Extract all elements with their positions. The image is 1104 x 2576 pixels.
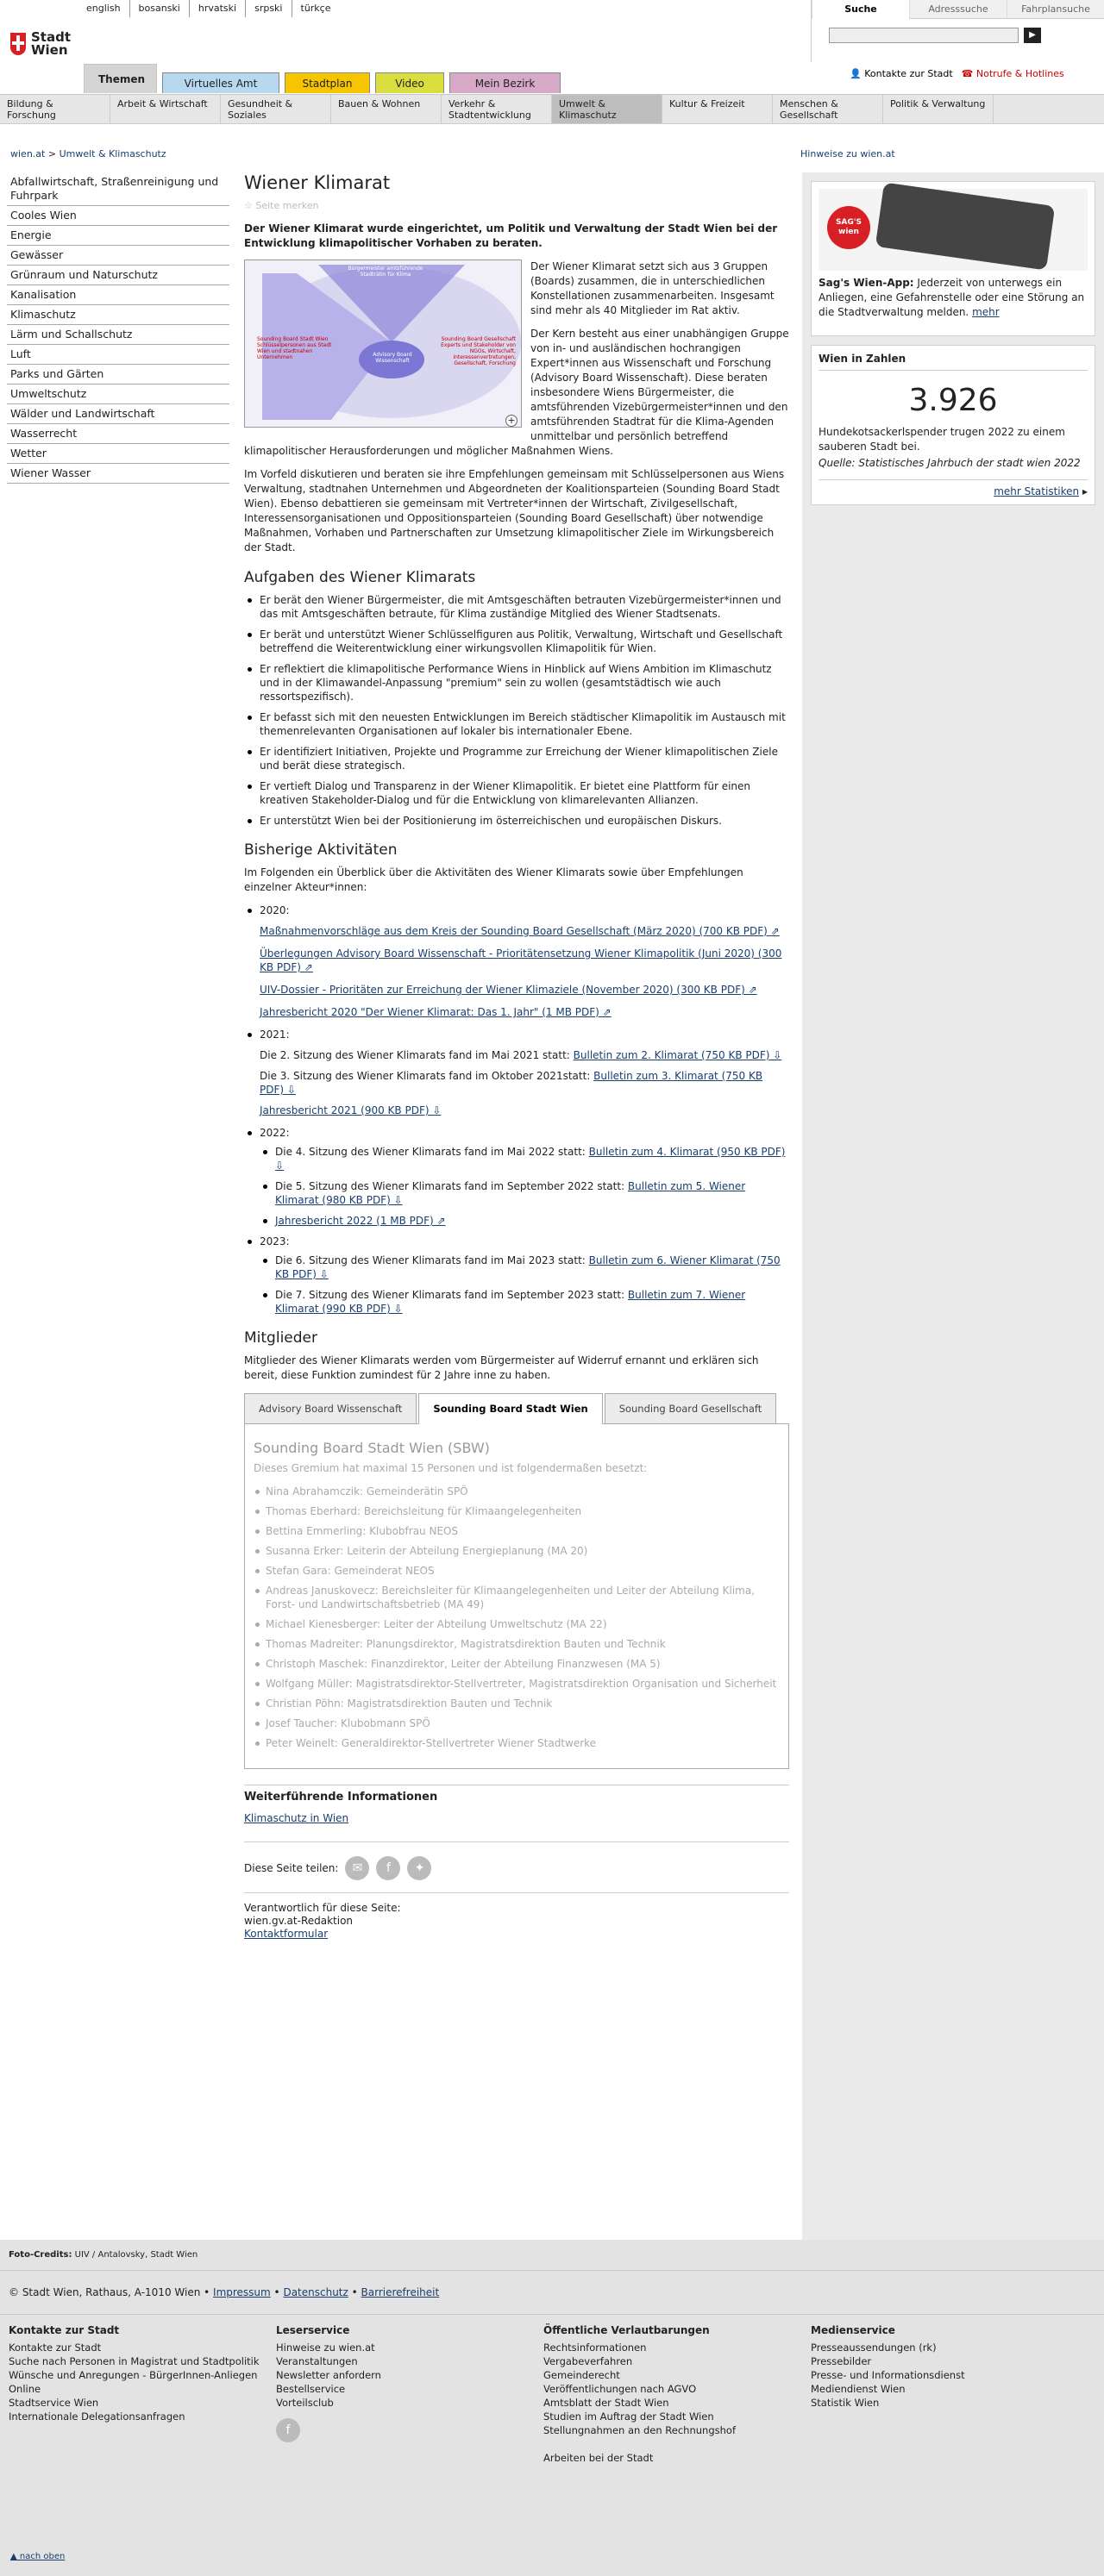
app-image	[819, 189, 1088, 271]
tab-mein-bezirk[interactable]: Mein Bezirk	[449, 72, 561, 93]
impressum-link[interactable]: Impressum	[213, 2286, 271, 2298]
footer-link[interactable]: Statistik Wien	[811, 2397, 880, 2409]
cat-umwelt[interactable]: Umwelt & Klimaschutz	[552, 95, 662, 123]
list-item: Er befasst sich mit den neuesten Entwicklungen im Bereich städtischer Klimapolitik im Austausch mit themenrelevanten Organisationen auf lokaler bis internationaler Ebene.	[244, 710, 789, 738]
sidenav-item[interactable]: Wälder und Landwirtschaft	[7, 404, 229, 424]
footer-link[interactable]: Pressebilder	[811, 2355, 872, 2367]
tab-virtuelles-amt[interactable]: Virtuelles Amt	[162, 72, 279, 93]
datenschutz-link[interactable]: Datenschutz	[283, 2286, 348, 2298]
search-tab-fahrplansuche[interactable]: Fahrplansuche	[1007, 0, 1104, 19]
footer-col-medienservice: Medienservice Presseaussendungen (rk) Pressebilder Presse- und Informationsdienst Mediendienst Wien Statistik Wien	[811, 2323, 1078, 2465]
member-item: Peter Weinelt: Generaldirektor-Stellvertreter Wiener Stadtwerke	[254, 1736, 780, 1750]
member-item: Josef Taucher: Klubobmann SPÖ	[254, 1716, 780, 1730]
intro-p1: Der Wiener Klimarat setzt sich aus 3 Gruppen (Boards) zusammen, die in unterschiedlichen Konstellationen zusammenarbeiten. Insgesamt sind mehr als 40 Mitglieder im Rat aktiv.	[530, 260, 775, 316]
footer-col-leserservice: Leserservice Hinweise zu wien.at Veranstaltungen Newsletter anfordern Bestellservice Vorteilsclub f	[276, 2323, 543, 2465]
sidenav-item[interactable]: Gewässer	[7, 246, 229, 266]
heading-aufgaben: Aufgaben des Wiener Klimarats	[244, 569, 476, 586]
breadcrumb: wien.at > Umwelt & Klimaschutz	[10, 148, 166, 159]
search-button[interactable]: ▶	[1024, 28, 1041, 43]
lang-srpski[interactable]: srpski	[246, 0, 292, 17]
lang-turkce[interactable]: türkçe	[300, 3, 331, 14]
tab-advisory-board[interactable]: Advisory Board Wissenschaft	[244, 1393, 417, 1424]
breadcrumb-umwelt[interactable]: Umwelt & Klimaschutz	[59, 148, 166, 159]
language-bar	[78, 0, 340, 17]
kontakte-link[interactable]: 👤 Kontakte zur Stadt	[850, 68, 953, 79]
footer-link[interactable]: Bestellservice	[276, 2383, 346, 2395]
pdf-link[interactable]: Bulletin zum 7. Wiener Klimarat (990 KB PDF) ⇩	[275, 1289, 746, 1315]
hinweise-link[interactable]: Hinweise zu wien.at	[800, 148, 895, 159]
footer-col-kontakte: Kontakte zur Stadt Kontakte zur Stadt Suche nach Personen in Magistrat und Stadtpolitik Wünsche und Anregungen - BürgerInnen-Anliegen Online Stadtservice Wien Internationale Delegationsanfragen	[9, 2323, 276, 2465]
pdf-link[interactable]: Bulletin zum 2. Klimarat (750 KB PDF) ⇩	[573, 1049, 782, 1061]
share-row: Diese Seite teilen: ✉ f ✦	[244, 1856, 789, 1880]
cat-menschen[interactable]: Menschen & Gesellschaft	[773, 95, 883, 123]
member-item: Wolfgang Müller: Magistratsdirektor-Stellvertreter, Magistratsdirektion Organisation und Sicherheit	[254, 1677, 780, 1691]
lang-english[interactable]: english	[78, 0, 130, 17]
zahl-value: 3.926	[908, 383, 998, 418]
barrierefreiheit-link[interactable]: Barrierefreiheit	[361, 2286, 440, 2298]
member-item: Susanna Erker: Leiterin der Abteilung Energieplanung (MA 20)	[254, 1544, 780, 1558]
list-item: Er vertieft Dialog und Transparenz in der Wiener Klimapolitik. Er bietet eine Plattform für einen kreativen Stakeholder-Dialog und für die Entwicklung von klimarelevanten Allianzen.	[244, 779, 789, 807]
footer-link[interactable]: Amtsblatt der Stadt Wien	[543, 2397, 669, 2409]
pdf-link[interactable]: Überlegungen Advisory Board Wissenschaft - Prioritätensetzung Wiener Klimapolitik (Juni 2020) (300 KB PDF) ⇗	[260, 947, 782, 973]
wien-in-zahlen-card: Wien in Zahlen 3.926 Hundekotsackerlspender trugen 2022 zu einem sauberen Stadt bei. Quelle: Statistisches Jahrbuch der stadt wien 2022 mehr Statistiken ▸	[811, 345, 1095, 505]
top-links	[850, 68, 1064, 79]
footer-link[interactable]: Wünsche und Anregungen - BürgerInnen-Anliegen Online	[9, 2369, 258, 2395]
sidenav-item[interactable]: Lärm und Schallschutz	[7, 325, 229, 345]
twitter-icon[interactable]: ✦	[407, 1856, 431, 1880]
pdf-link[interactable]: Bulletin zum 3. Klimarat (750 KB PDF) ⇩	[260, 1070, 763, 1096]
lead-text: Der Wiener Klimarat wurde eingerichtet, um Politik und Verwaltung der Stadt Wien bei der Entwicklung klimapolitischer Vorhaben zu beraten.	[244, 222, 778, 249]
wien-shield-icon	[10, 33, 26, 55]
sidenav-item[interactable]: Kanalisation	[7, 285, 229, 305]
footer-col-verlautbarungen: Öffentliche Verlautbarungen Rechtsinformationen Vergabeverfahren Gemeinderecht Veröffentlichungen nach AGVO Amtsblatt der Stadt Wien Studien im Auftrag der Stadt Wien Stellungnahmen an den Rechnungshof Arbeiten bei der Stadt	[543, 2323, 811, 2465]
main-nav-tabs	[84, 64, 561, 93]
lang-hrvatski[interactable]: hrvatski	[190, 0, 246, 17]
intro-p3: Im Vorfeld diskutieren und beraten sie ihre Empfehlungen gemeinsam mit Schlüsselpersonen aus Wiens Verwaltung, stadtnahen Unternehmen und Abgeordneten der Koalitionsparteien (Sounding Board Stadt Wien). Ebenso debattieren sie gemeinsam mit Vertreter*innen der Wirtschaft, Zivilgesellschaft, Interessensorganisationen und Oppositionsparteien (Sounding Board Gesellschaft) über notwendige Maßnahmen, Vorhaben und Partnerschaften zur Umsetzung klimapolitischer Ziele im Wirkungsbereich der Stadt.	[244, 468, 785, 553]
member-item: Stefan Gara: Gemeinderat NEOS	[254, 1564, 780, 1578]
header	[0, 0, 1104, 95]
member-item: Thomas Madreiter: Planungsdirektor, Magistratsdirektion Bauten und Technik	[254, 1637, 780, 1651]
list-item: Er berät den Wiener Bürgermeister, die mit Amtsgeschäften betrauten Vizebürgermeister*innen und das mit Amtsgeschäften betraute, für Klima zuständige Mitglied des Wiener Stadtsenats.	[244, 593, 789, 621]
stadt-wien-logo[interactable]: Stadt Wien	[10, 31, 71, 57]
footer-link[interactable]: Rechtsinformationen	[543, 2342, 647, 2354]
pdf-link[interactable]: UIV-Dossier - Prioritäten zur Erreichung der Wiener Klimaziele (November 2020) (300 KB PDF) ⇗	[260, 984, 757, 996]
sidenav-item[interactable]: Energie	[7, 226, 229, 246]
tab-video[interactable]: Video	[375, 72, 444, 93]
sidenav-item[interactable]: Klimaschutz	[7, 305, 229, 325]
members-panel: Sounding Board Stadt Wien (SBW) Dieses Gremium hat maximal 15 Personen und ist folgendermaßen besetzt: Nina Abrahamczik: Gemeinderätin SPÖ Thomas Eberhard: Bereichsleitung für Klimaangelegenheiten Bettina Emmerling: Klubobfrau NEOS Susanna Erker: Leiterin der Abteilung Energieplanung (MA 20) Stefan Gara: Gemeinderat NEOS Andreas Januskovecz: Bereichsleiter für Klimaangelegenheiten und Leiter der Abteilung Klima, Forst- und Landwirtschaftsbetrieb (MA 49) Michael Kienesberger: Leiter der Abteilung Umweltschutz (MA 22) Thomas Madreiter: Planungsdirektor, Magistratsdirektion Bauten und Technik Christoph Maschek: Finanzdirektor, Leiter der Abteilung Finanzwesen (MA 5) Wolfgang Müller: Magistratsdirektor-Stellvertreter, Magistratsdirektion Organisation und Sicherheit Christian Pöhn: Magistratsdirektion Bauten und Technik Josef Taucher: Klubobmann SPÖ Peter Weinelt: Generaldirektor-Stellvertreter Wiener Stadtwerke	[244, 1423, 789, 1769]
list-item: Er identifiziert Initiativen, Projekte und Programme zur Erreichung der Wiener klimapolitischen Ziele und berät diese strategisch.	[244, 745, 789, 772]
member-item: Thomas Eberhard: Bereichsleitung für Klimaangelegenheiten	[254, 1504, 780, 1518]
member-item: Christian Pöhn: Magistratsdirektion Bauten und Technik	[254, 1697, 780, 1710]
heading-weiterfuehrend: Weiterführende Informationen	[244, 1791, 438, 1804]
footer	[0, 2240, 1104, 2576]
zoom-icon[interactable]: +	[505, 415, 518, 427]
page-title: Wiener Klimarat	[244, 172, 391, 193]
side-navigation	[7, 172, 229, 484]
footer-link[interactable]: Presse- und Informationsdienst	[811, 2369, 965, 2381]
pdf-link[interactable]: Jahresbericht 2020 "Der Wiener Klimarat: Das 1. Jahr" (1 MB PDF) ⇗	[260, 1006, 612, 1018]
klimarat-diagram[interactable]: Bürgermeister amtsführende Stadträtin für Klima Sounding Board Stadt Wien Schlüsselpersonen aus Stadt Wien und stadtnahen Unternehmen Advisory Board Wissenschaft Sounding Board Gesellschaft Experts und Stakeholder von NGOs, Wirtschaft, Interessenvertretungen, Gesellschaft, Forschung +	[244, 259, 522, 428]
heading-aktivitaeten: Bisherige Aktivitäten	[244, 841, 398, 859]
member-item: Nina Abrahamczik: Gemeinderätin SPÖ	[254, 1485, 780, 1498]
sags-wien-badge: SAG'S wien	[827, 206, 870, 249]
footer-link[interactable]: Vergabeverfahren	[543, 2355, 633, 2367]
member-item: Andreas Januskovecz: Bereichsleiter für Klimaangelegenheiten und Leiter der Abteilung Klima, Forst- und Landwirtschaftsbetrieb (MA 49)	[254, 1584, 780, 1611]
year-2020: 2020: Maßnahmenvorschläge aus dem Kreis der Sounding Board Gesellschaft (März 2020) (700 KB PDF) ⇗ Überlegungen Advisory Board Wissenschaft - Prioritätensetzung Wiener Klimapolitik (Juni 2020) (300 KB PDF) ⇗ UIV-Dossier - Prioritäten zur Erreichung der Wiener Klimaziele (November 2020) (300 KB PDF) ⇗ Jahresbericht 2020 "Der Wiener Klimarat: Das 1. Jahr" (1 MB PDF) ⇗	[244, 903, 789, 1019]
member-item: Christoph Maschek: Finanzdirektor, Leiter der Abteilung Finanzwesen (MA 5)	[254, 1657, 780, 1671]
main-content	[244, 172, 789, 1941]
tab-sounding-board-stadt[interactable]: Sounding Board Stadt Wien	[418, 1393, 602, 1424]
nach-oben-link[interactable]: ▲ nach oben	[10, 2552, 66, 2561]
intro-p2: Der Kern besteht aus einer unabhängigen Gruppe von in- und ausländischen hochrangigen Expert*innen aus Wissenschaft und Forschung (Advisory Board Wissenschaft). Diese beraten insbesondere Wiens Bürgermeister, die amtsführenden Vizebürgermeister*innen und den amtsführenden Stadtrat für die Klima-Agenden unmittelbar und persönlich betreffend klimapolitischer Herausforderungen und möglicher Maßnahmen Wiens.	[244, 328, 789, 457]
aktivitaeten-intro: Im Folgenden ein Überblick über die Aktivitäten des Wiener Klimarats sowie über Empfehlungen einzelner Akteur*innen:	[244, 866, 743, 893]
pdf-link[interactable]: Jahresbericht 2021 (900 KB PDF) ⇩	[260, 1104, 442, 1116]
footer-link[interactable]: Newsletter anfordern	[276, 2369, 381, 2381]
aktivitaeten-list	[244, 903, 789, 1316]
footer-link[interactable]: Kontakte zur Stadt	[9, 2342, 102, 2354]
kontaktformular-link[interactable]: Kontaktformular	[244, 1928, 329, 1940]
breadcrumb-home[interactable]: wien.at	[10, 148, 46, 159]
sidenav-item[interactable]: Luft	[7, 345, 229, 365]
cat-bauen[interactable]: Bauen & Wohnen	[331, 95, 442, 123]
mail-icon[interactable]: ✉	[345, 1856, 369, 1880]
app-mehr-link[interactable]: mehr	[972, 306, 1000, 318]
sidenav-item[interactable]: Parks und Gärten	[7, 365, 229, 385]
sidenav-item[interactable]: Wasserrecht	[7, 424, 229, 444]
facebook-icon[interactable]: f	[376, 1856, 400, 1880]
sidenav-item[interactable]: Grünraum und Naturschutz	[7, 266, 229, 285]
search-panel	[811, 0, 1104, 62]
cat-kultur[interactable]: Kultur & Freizeit	[662, 95, 773, 123]
redaktion-label: wien.gv.at-Redaktion	[244, 1915, 354, 1927]
pdf-link[interactable]: Bulletin zum 6. Wiener Klimarat (750 KB PDF) ⇩	[275, 1254, 781, 1280]
pdf-link[interactable]: Bulletin zum 4. Klimarat (950 KB PDF) ⇩	[275, 1146, 786, 1172]
sidenav-item[interactable]: Wiener Wasser	[7, 464, 229, 484]
footer-link[interactable]: Presseaussendungen (rk)	[811, 2342, 937, 2354]
member-item: Bettina Emmerling: Klubobfrau NEOS	[254, 1524, 780, 1538]
year-2022: 2022: Die 4. Sitzung des Wiener Klimarats fand im Mai 2022 statt: Bulletin zum 4. Klimarat (950 KB PDF) ⇩ Die 5. Sitzung des Wiener Klimarats fand im September 2022 statt: Bulletin zum 5. Wiener Klimarat (980 KB PDF) ⇩ Jahresbericht 2022 (1 MB PDF) ⇗	[244, 1126, 789, 1228]
footer-link[interactable]: Vorteilsclub	[276, 2397, 334, 2409]
footer-link[interactable]: Suche nach Personen in Magistrat und Stadtpolitik	[9, 2355, 260, 2367]
year-2023: 2023: Die 6. Sitzung des Wiener Klimarats fand im Mai 2023 statt: Bulletin zum 6. Wiener Klimarat (750 KB PDF) ⇩ Die 7. Sitzung des Wiener Klimarats fand im September 2023 statt: Bulletin zum 7. Wiener Klimarat (990 KB PDF) ⇩	[244, 1235, 789, 1316]
mehr-statistiken-link[interactable]: mehr Statistiken	[994, 485, 1080, 497]
chevron-right-icon: ▸	[1082, 485, 1088, 497]
sidenav-item[interactable]: Cooles Wien	[7, 206, 229, 226]
search-tab-suche[interactable]: Suche	[812, 0, 909, 19]
list-item: Er reflektiert die klimapolitische Performance Wiens in Hinblick auf Wiens Ambition im Klimaschutz und in der Klimawandel-Anpassung "premium" sein zu wollen (gesamtstädtisch wie auch ressortspezifisch).	[244, 662, 789, 703]
lang-bosanski[interactable]: bosanski	[130, 0, 190, 17]
panel-title: Sounding Board Stadt Wien (SBW)	[254, 1440, 490, 1456]
tab-stadtplan[interactable]: Stadtplan	[285, 72, 370, 93]
footer-link[interactable]: Stadtservice Wien	[9, 2397, 99, 2409]
tab-sounding-board-gesellschaft[interactable]: Sounding Board Gesellschaft	[605, 1393, 777, 1424]
klimaschutz-link[interactable]: Klimaschutz in Wien	[244, 1812, 349, 1824]
footer-link[interactable]: Gemeinderecht	[543, 2369, 620, 2381]
foto-credits: Foto-Credits: UIV / Antalovsky, Stadt Wien	[0, 2240, 1104, 2271]
category-nav	[0, 95, 1104, 124]
footer-link[interactable]: Studien im Auftrag der Stadt Wien	[543, 2410, 714, 2423]
footer-link[interactable]: Veröffentlichungen nach AGVO	[543, 2383, 697, 2395]
footer-link[interactable]: Hinweise zu wien.at	[276, 2342, 375, 2354]
verantwortlich-label: Verantwortlich für diese Seite:	[244, 1902, 401, 1914]
pdf-link[interactable]: Jahresbericht 2022 (1 MB PDF) ⇗	[275, 1215, 446, 1227]
facebook-icon[interactable]: f	[276, 2418, 300, 2442]
seite-merken[interactable]: ☆ Seite merken	[244, 200, 319, 211]
heading-mitglieder: Mitglieder	[244, 1329, 317, 1347]
footer-link[interactable]: Stellungnahmen an den Rechnungshof	[543, 2424, 736, 2436]
cat-politik[interactable]: Politik & Verwaltung	[883, 95, 994, 123]
impressum-row: © Stadt Wien, Rathaus, A-1010 Wien • Impressum • Datenschutz • Barrierefreiheit	[0, 2271, 1104, 2315]
list-item: Er berät und unterstützt Wiener Schlüsselfiguren aus Politik, Verwaltung, Wirtschaft und Gesellschaft betreffend die Weiterentwicklung einer wirkungsvollen Klimapolitik für Wien.	[244, 628, 789, 655]
phone-icon	[875, 182, 1055, 270]
sidenav-item[interactable]: Umweltschutz	[7, 385, 229, 404]
cat-verkehr[interactable]: Verkehr & Stadtentwicklung	[442, 95, 552, 123]
cat-arbeit[interactable]: Arbeit & Wirtschaft	[110, 95, 221, 123]
mitglieder-intro: Mitglieder des Wiener Klimarats werden vom Bürgermeister auf Widerruf ernannt und erklären sich bereit, diese Funktion zumindest für 2 Jahre inne zu haben.	[244, 1354, 759, 1381]
footer-link[interactable]: Veranstaltungen	[276, 2355, 358, 2367]
aufgaben-list	[244, 593, 789, 828]
sags-wien-card[interactable]: SAG'S wien Sag's Wien-App: Jederzeit von unterwegs ein Anliegen, eine Gefahrenstelle oder eine Störung an die Stadtverwaltung melden. mehr	[811, 181, 1095, 336]
footer-link[interactable]: Internationale Delegationsanfragen	[9, 2410, 185, 2423]
members-tabs	[244, 1393, 789, 1424]
member-item: Michael Kienesberger: Leiter der Abteilung Umweltschutz (MA 22)	[254, 1617, 780, 1631]
pdf-link[interactable]: Maßnahmenvorschläge aus dem Kreis der Sounding Board Gesellschaft (März 2020) (700 KB PDF) ⇗	[260, 925, 780, 937]
year-2021: 2021: Die 2. Sitzung des Wiener Klimarats fand im Mai 2021 statt: Bulletin zum 2. Klimarat (750 KB PDF) ⇩ Die 3. Sitzung des Wiener Klimarats fand im Oktober 2021statt: Bulletin zum 3. Klimarat (750 KB PDF) ⇩ Jahresbericht 2021 (900 KB PDF) ⇩	[244, 1028, 789, 1117]
tab-themen[interactable]: Themen	[84, 64, 157, 93]
sidenav-item[interactable]: Wetter	[7, 444, 229, 464]
search-input[interactable]	[829, 28, 1019, 43]
search-tab-adresssuche[interactable]: Adresssuche	[909, 0, 1007, 19]
footer-link[interactable]: Arbeiten bei der Stadt	[543, 2452, 654, 2464]
cat-bildung[interactable]: Bildung & Forschung	[0, 95, 110, 123]
list-item: Er unterstützt Wien bei der Positionierung im österreichischen und europäischen Diskurs.	[244, 814, 789, 828]
cat-gesundheit[interactable]: Gesundheit & Soziales	[221, 95, 331, 123]
sidenav-item[interactable]: Abfallwirtschaft, Straßenreinigung und Fuhrpark	[7, 172, 229, 206]
notrufe-link[interactable]: ☎ Notrufe & Hotlines	[961, 68, 1064, 79]
members-list	[254, 1485, 780, 1750]
footer-link[interactable]: Mediendienst Wien	[811, 2383, 906, 2395]
right-sidebar	[802, 172, 1104, 2240]
pdf-link[interactable]: Bulletin zum 5. Wiener Klimarat (980 KB PDF) ⇩	[275, 1180, 746, 1206]
